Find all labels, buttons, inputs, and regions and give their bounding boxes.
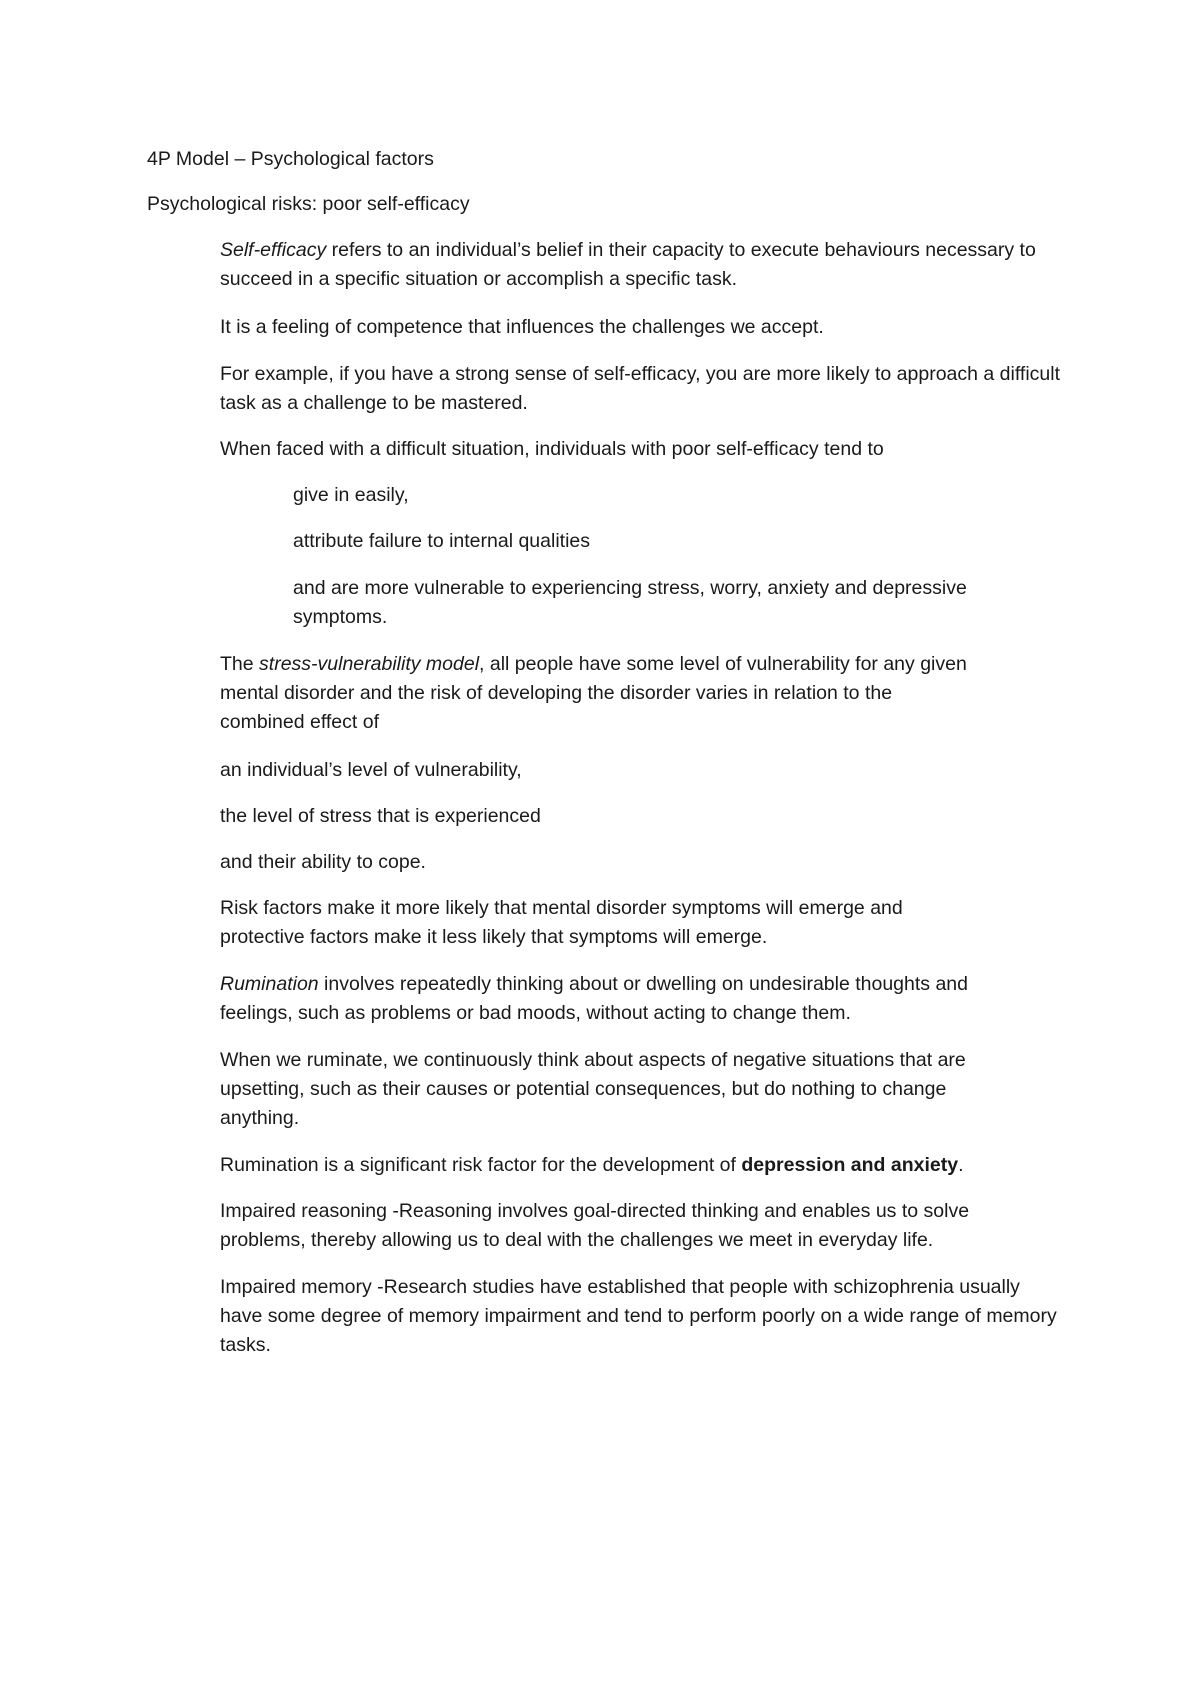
list-item: attribute failure to internal qualities: [293, 530, 591, 552]
paragraph-rumination-risk: [220, 1151, 1060, 1180]
paragraph-text: The: [220, 653, 260, 675]
list-item: and are more vulnerable to experiencing stress, worry, anxiety and depressive symptoms.: [293, 577, 967, 628]
term-rumination: Rumination: [220, 973, 319, 995]
paragraph-stress-vulnerability-model: [220, 650, 980, 737]
paragraph-example: For example, if you have a strong sense of self-efficacy, you are more likely to approach a difficult task as a challenge to be mastered.: [220, 363, 1061, 414]
document-subheading: Psychological risks: poor self-efficacy: [147, 193, 470, 215]
paragraph-self-efficacy-definition: [220, 236, 1060, 294]
list-item: the level of stress that is experienced: [220, 805, 541, 827]
paragraph-feeling-of-competence: It is a feeling of competence that influences the challenges we accept.: [220, 316, 824, 338]
term-stress-vulnerability-model: stress-vulnerability model: [259, 653, 480, 675]
paragraph-impaired-reasoning: Impaired reasoning -Reasoning involves goal-directed thinking and enables us to solve problems, thereby allowing us to deal with the challenges we meet in everyday life.: [220, 1200, 970, 1251]
paragraph-text: involves repeatedly thinking about or dwelling on undesirable thoughts and feelings, such as problems or bad moods, without acting to change them.: [220, 973, 968, 1024]
paragraph-text: refers to an individual’s belief in their capacity to execute behaviours necessary to succeed in a specific situation or accomplish a specific task.: [220, 239, 1036, 290]
bold-depression-anxiety: depression and anxiety: [741, 1154, 959, 1176]
paragraph-text: .: [958, 1154, 964, 1176]
list-item: an individual’s level of vulnerability,: [220, 759, 522, 781]
document-heading: 4P Model – Psychological factors: [147, 148, 434, 170]
paragraph-difficult-situation: When faced with a difficult situation, individuals with poor self-efficacy tend to: [220, 438, 884, 460]
term-self-efficacy: Self-efficacy: [220, 239, 327, 261]
paragraph-impaired-memory: Impaired memory -Research studies have established that people with schizophrenia usually have some degree of memory impairment and tend to perform poorly on a wide range of memory tasks.: [220, 1276, 1057, 1356]
paragraph-text: Rumination is a significant risk factor for the development of: [220, 1154, 742, 1176]
paragraph-ruminate: When we ruminate, we continuously think about aspects of negative situations that are upsetting, such as their causes or potential consequences, but do nothing to change anything.: [220, 1049, 966, 1129]
paragraph-rumination-definition: [220, 970, 980, 1028]
list-item: give in easily,: [293, 484, 409, 506]
paragraph-risk-factors: Risk factors make it more likely that mental disorder symptoms will emerge and protective factors make it less likely that symptoms will emerge.: [220, 897, 903, 948]
list-item: and their ability to cope.: [220, 851, 426, 873]
paragraph-text: , all people have some level of vulnerability for any given mental disorder and the risk of developing the disorder varies in relation to the combined effect of: [220, 653, 967, 733]
